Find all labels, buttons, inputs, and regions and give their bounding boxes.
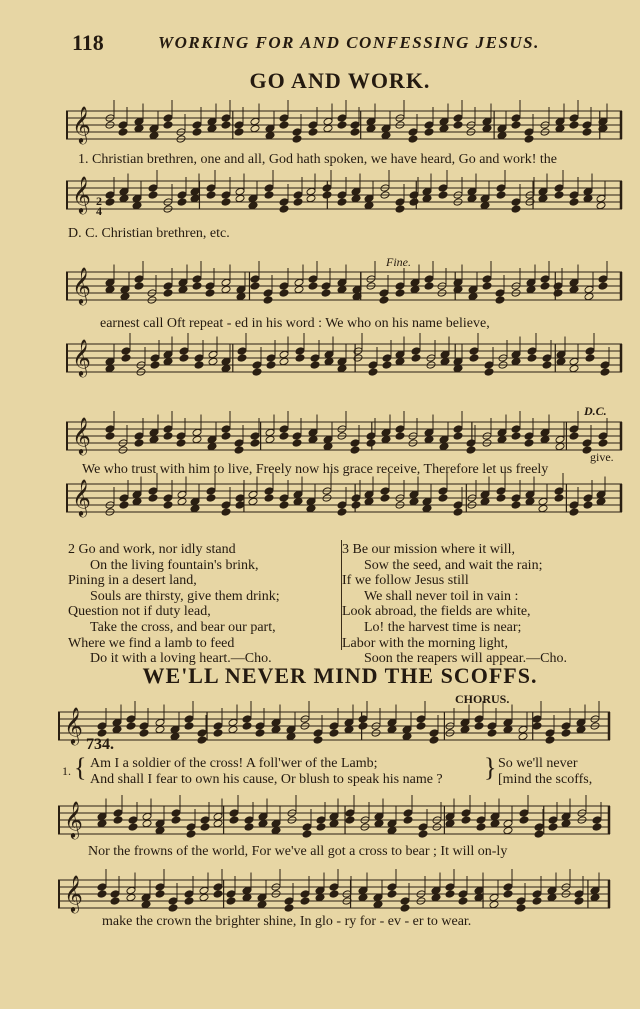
verse-line: Soon the reapers will appear.—Cho.	[364, 651, 567, 667]
dc-text: D. C. Christian brethren, etc.	[68, 226, 230, 241]
verse-line: Do it with a loving heart.—Cho.	[90, 651, 272, 667]
lyrics-line-1: 1. Christian brethren, one and all, God hath spoken, we have heard, Go and work! the	[78, 152, 557, 167]
verse-line: Labor with the morning light,	[342, 635, 509, 651]
fine-mark: Fine.	[386, 255, 411, 269]
svg-text:𝄞: 𝄞	[72, 477, 91, 516]
verse-line: 2 Go and work, nor idly stand	[68, 542, 236, 557]
right-brace: }	[484, 753, 497, 782]
staff-hymn2-line-1	[58, 706, 610, 750]
chorus-lyric-1b: [mind the scoffs,	[498, 772, 593, 787]
verse-line: Take the cross, and bear our part,	[90, 619, 276, 635]
staff-system-2-bass	[66, 338, 622, 382]
staff-system-2-treble	[66, 266, 622, 310]
verse-line: Lo! the harvest time is near;	[364, 619, 522, 635]
verse-line: Sow the seed, and wait the rain;	[364, 557, 543, 573]
hymn-title-go-and-work: GO AND WORK.	[249, 68, 431, 93]
verse-line: Question not if duty lead,	[68, 604, 211, 620]
lyrics-h2-line-3: make the crown the brighter shine, In glo - ry for - ev - er to wear.	[102, 914, 472, 929]
lyrics-h2-line-2: Nor the frowns of the world, For we've all got a cross to bear ; It will on-ly	[88, 844, 508, 859]
verse-line: 3 Be our mission where it will,	[342, 542, 516, 557]
lyrics-h2-line-1b: And shall I fear to own his cause, Or blush to speak his name ?	[90, 772, 443, 787]
verse-line: On the living fountain's brink,	[90, 557, 259, 573]
verse-2	[68, 542, 280, 667]
verse-line: Pining in a desert land,	[68, 573, 197, 589]
lyrics-line-2: earnest call Oft repeat - ed in his word : We who on his name believe,	[100, 316, 490, 331]
give-label: give.	[590, 450, 614, 464]
svg-text:𝄞: 𝄞	[64, 705, 83, 744]
svg-text:𝄞: 𝄞	[72, 174, 91, 213]
chorus-lyric-1a: So we'll never	[498, 756, 578, 771]
verse-line: We shall never toil in vain :	[364, 588, 519, 604]
svg-text:𝄞: 𝄞	[72, 415, 91, 454]
dc-mark: D.C.	[584, 404, 607, 418]
staff-system-3-treble	[66, 416, 622, 460]
staff-system-1-treble	[66, 105, 622, 149]
svg-text:𝄞: 𝄞	[64, 873, 83, 912]
verse-number: 1.	[62, 764, 71, 778]
verse-line: If we follow Jesus still	[342, 573, 469, 589]
left-brace: {	[74, 753, 87, 782]
svg-text:𝄞: 𝄞	[72, 265, 91, 304]
verse-line: Souls are thirsty, give them drink;	[90, 588, 280, 604]
time-signature: 2 4	[96, 194, 102, 218]
hymn-number: 734.	[86, 736, 114, 753]
staff-system-3-bass	[66, 478, 622, 522]
running-title: WORKING FOR AND CONFESSING JESUS.	[158, 33, 540, 52]
hymn-title-never-mind-scoffs: WE'LL NEVER MIND THE SCOFFS.	[142, 663, 538, 688]
staff-system-1-bass	[66, 175, 622, 219]
verse-line: Look abroad, the fields are white,	[342, 604, 531, 620]
lyrics-h2-line-1a: Am I a soldier of the cross! A foll'wer of the Lamb;	[90, 756, 378, 771]
staff-hymn2-line-3	[58, 874, 610, 918]
svg-text:𝄞: 𝄞	[72, 337, 91, 376]
verse-3	[342, 542, 567, 667]
page-number: 118	[72, 30, 104, 55]
svg-text:𝄞: 𝄞	[64, 799, 83, 838]
lyrics-line-3: We who trust with him to live, Freely now his grace receive, Therefore let us freely	[82, 462, 549, 477]
staff-hymn2-line-2	[58, 800, 610, 844]
chorus-label: CHORUS.	[455, 692, 510, 706]
svg-text:𝄞: 𝄞	[72, 104, 91, 143]
verse-line: Where we find a lamb to feed	[68, 635, 235, 651]
